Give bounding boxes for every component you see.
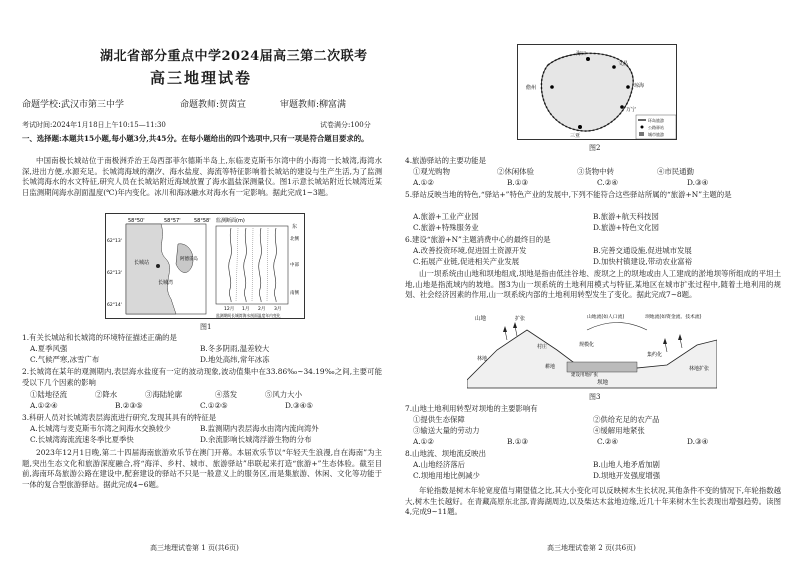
fig1-lat-label: 62°13' <box>107 271 122 276</box>
fig1-place-label: 阿德雷岛 <box>180 257 198 262</box>
fig1-lon-label: 58°58' <box>194 218 211 224</box>
passage-3: 山一坝系统由山地和坝地组成,坝地是指由低洼谷地、废坝之上的坝地或由人工建成的淤地坝等所组成的平坦土地,山地是指流域内的坡地。图3为山一坝系统的土地利用模式与特征,某地区在城市扩张过程中,随着土地利用的规划、社会经济因素的作用,山一坝系统内部的土地利用转型发生了变化。据此完成7~8题。 <box>405 269 781 300</box>
q5-option-a[interactable]: A.旅游+工业产业园 <box>413 212 479 221</box>
fig1-chart-ylabel: 东 <box>292 224 298 230</box>
fig2-place-label: 海口 <box>576 51 587 57</box>
q5-option-c[interactable]: C.旅游+特殊服务业 <box>413 223 479 232</box>
figure-2 <box>517 44 677 140</box>
q2-item: ④蒸发 <box>215 390 238 399</box>
q8-option-a[interactable]: A.山地经济落后 <box>413 460 466 469</box>
fig3-label: 山地 <box>475 316 487 322</box>
section-1-instructions: 一、选择题:本题共15小题,每小题3分,共45分。在每小题给出的四个选项中,只有一项是符合题目要求的。 <box>22 134 369 143</box>
exam-subject-title: 高三地理试卷 <box>150 69 253 87</box>
q2-item: ①陆地径流 <box>30 390 67 399</box>
q1-option-d[interactable]: D.地处高纬,常年冰冻 <box>200 355 270 364</box>
exam-school-title: 湖北省部分重点中学2024届高三第二次联考 <box>100 49 368 64</box>
q3-option-c[interactable]: C.长城湾海流流速冬季比夏季快 <box>30 435 134 444</box>
fig3-label: 山地流(如人口流) <box>587 315 625 320</box>
fig1-month-label: 1月 <box>242 307 250 312</box>
q2-item: ⑤风力大小 <box>265 390 302 399</box>
q2-option-a[interactable]: A.①②④ <box>30 401 58 410</box>
fig3-label: 村庄 <box>537 344 548 350</box>
q2-item: ②降水 <box>95 390 118 399</box>
q7-item: ①提供生态保障 <box>413 415 465 424</box>
q7-option-b[interactable]: B.①③ <box>507 437 529 446</box>
q2-option-b[interactable]: B.②③⑤ <box>115 401 143 410</box>
fig1-legend: 监测期间长城湾海水剖面温度年内变化 <box>216 313 281 318</box>
fig1-chart-title: 监测断面(m) <box>216 218 245 224</box>
question-8: 8.山地流、坝地流反映出 <box>405 449 486 458</box>
q6-option-c[interactable]: C.拓展产业链,促进相关产业发展 <box>413 257 520 266</box>
fig3-label: 耕地 <box>545 364 556 370</box>
fig2-place-label: 万宁 <box>626 107 637 113</box>
q2-item: ③海陆轮廓 <box>145 390 182 399</box>
reviewer-teacher: 审题教师:柳富满 <box>280 100 347 110</box>
q1-option-a[interactable]: A.夏季风强 <box>30 344 68 353</box>
fig1-lon-label: 58°57' <box>164 218 181 224</box>
fig1-lat-label: 62°13' <box>107 239 122 244</box>
figure-2-caption: 图2 <box>589 144 601 152</box>
q7-option-a[interactable]: A.①② <box>413 437 434 446</box>
fig3-label: 集约化 <box>647 352 663 358</box>
fig2-place-label: 文昌 <box>618 61 629 67</box>
page-footer: 高三地理试卷第 1 页(共6页) <box>150 544 239 552</box>
q3-option-b[interactable]: B.监测期内表层海水由湾内流向湾外 <box>200 424 319 433</box>
passage-2: 2023年12月1日晚,第二十四届海南旅游欢乐节在澳门开幕。本届欢乐节以“年轻天生浪漫,自在海南”为主题,突出生态文化和旅游深度融合,将“海洋、乡村、城市、旅游驿站”串联起来打造“旅游+”生态体验。截至目前,海南环岛旅游公路在建设中,配套建设的驿站不只是一般意义上的服务区,而是集旅游、休闲、文化等功能于一体的复合型旅游驿站。据此完成4~6题。 <box>22 448 382 489</box>
fig3-label: 林地扩张 <box>689 366 710 372</box>
page-right <box>397 0 794 576</box>
fig2-place-label: 三亚 <box>570 133 581 139</box>
q1-option-b[interactable]: B.冬多阴雨,温差较大 <box>200 344 270 353</box>
question-7: 7.山地土地利用转型对坝地的主要影响有 <box>405 404 538 413</box>
q4-item: ②休闲体验 <box>497 167 534 176</box>
figure-3 <box>467 310 717 390</box>
figure-3-svg <box>467 310 717 390</box>
q2-option-d[interactable]: D.③④⑤ <box>285 401 313 410</box>
q6-option-d[interactable]: D.加快村镇建设,带动农业富裕 <box>593 257 693 266</box>
fig3-label: 林地 <box>477 356 488 362</box>
question-5: 5.驿站反映当地的特色,“驿站+”特色产业的发展中,下列不能符合这些驿站所属的“旅游+N”主题的是 <box>405 190 732 199</box>
q5-option-d[interactable]: D.旅游+特色文化园 <box>593 223 659 232</box>
q6-option-a[interactable]: A.改善投资环境,促进国土资源开发 <box>413 246 527 255</box>
q7-item: ③输送大量的劳动力 <box>413 426 480 435</box>
q3-option-a[interactable]: A.长城湾与麦克斯韦尔湾之间海水交换较少 <box>30 424 171 433</box>
question-6: 6.建设“旅游+N”主题消费中心的最终目的是 <box>405 235 551 244</box>
fig2-place-label: 琼海 <box>634 83 645 89</box>
figure-3-caption: 图3 <box>589 393 601 401</box>
fig2-place-label: 儋州 <box>526 85 537 91</box>
q5-option-b[interactable]: B.旅游+航天科技园 <box>593 212 659 221</box>
fig3-label: 规模化 <box>579 342 595 348</box>
figure-1-caption: 图1 <box>200 323 212 331</box>
fig3-label: 坝地流(如资金流、技术流) <box>645 315 702 320</box>
fig3-label: 坝地 <box>597 380 609 386</box>
q4-option-b[interactable]: B.①③ <box>507 178 529 187</box>
fig1-place-label: 长城站 <box>134 260 150 266</box>
q7-option-d[interactable]: D.③④ <box>687 437 709 446</box>
question-3: 3.科研人员对长城湾表层海流进行研究,发现其具有的特征是 <box>22 413 217 422</box>
fig1-month-label: 2月 <box>258 307 266 312</box>
q8-option-b[interactable]: B.山地人地矛盾加剧 <box>593 460 660 469</box>
q7-option-c[interactable]: C.②④ <box>597 437 618 446</box>
q3-option-d[interactable]: D.余流影响长城湾浮游生物的分布 <box>200 435 312 444</box>
fig1-month-label: 3月 <box>274 307 282 312</box>
fig1-chart-ytick: 中部 <box>290 263 299 268</box>
figure-1 <box>105 213 305 319</box>
fig1-chart-ytick: 南侧 <box>290 291 299 296</box>
fig1-month-label: 12月 <box>224 307 235 312</box>
q7-item: ②供给充足的农产品 <box>593 415 660 424</box>
q4-option-c[interactable]: C.②④ <box>597 178 618 187</box>
figure-1-svg <box>106 214 306 320</box>
fig3-label: 建设用地扩张 <box>571 373 598 378</box>
exam-score: 试卷满分:100分 <box>320 121 371 129</box>
question-2: 2.长城湾在某年的观测期内,表层海水盐度有一定的波动现象,波动值集中在33.86‰~34.19‰之间,主要可能受以下几个因素的影响 <box>22 367 382 387</box>
fig1-lat-label: 62°14' <box>107 303 122 308</box>
q8-option-d[interactable]: D.坝地开发强度增强 <box>593 471 661 480</box>
q8-option-c[interactable]: C.坝地用地比例减少 <box>413 471 480 480</box>
fig1-lon-label: 58°50' <box>128 218 145 224</box>
q2-option-c[interactable]: C.①②⑤ <box>200 401 228 410</box>
fig2-legend-item: 公路驿站 <box>648 125 664 130</box>
q4-option-a[interactable]: A.①② <box>413 178 434 187</box>
q4-item: ④市民通勤 <box>657 167 694 176</box>
q7-item: ④缓解用地紧张 <box>593 426 645 435</box>
question-4: 4.旅游驿站的主要功能是 <box>405 156 486 165</box>
proposer-teacher: 命题教师:贺茵宣 <box>180 100 247 110</box>
fig1-chart-ytick: 北侧 <box>290 237 299 242</box>
q1-option-c[interactable]: C.气候严寒,冰雪广布 <box>30 355 100 364</box>
figure-2-svg <box>518 45 678 141</box>
q4-option-d[interactable]: D.③④ <box>687 178 709 187</box>
page-footer: 高三地理试卷第 2 页(共6页) <box>547 544 636 552</box>
fig3-label: 扩张 <box>515 316 526 322</box>
exam-time: 考试时间:2024年1月18日上午10:15—11:30 <box>22 121 166 129</box>
fig2-legend-item: 环岛旅游 <box>648 118 664 123</box>
fig1-place-label: 长城湾 <box>158 280 174 286</box>
fig2-legend-item: 城市旅游 <box>648 132 664 137</box>
proposer-school: 命题学校:武汉市第三中学 <box>22 100 125 110</box>
question-1: 1.有关长城站和长城湾的环境特征描述正确的是 <box>22 333 177 342</box>
passage-4: 年轮指数是树木年轮宽度值与期望值之比,其大小变化可以反映树木生长状况,其他条件不变的情况下,年轮指数越大,树木生长越好。在青藏高原东北部,青海湖周边,以及柴达木盆地边缘,近几十年来树木生长表现出增强趋势。读图4,完成9~11题。 <box>405 486 781 517</box>
q4-item: ①观光购物 <box>413 167 450 176</box>
q4-item: ③货物中转 <box>577 167 614 176</box>
passage-1: 中国南极长城站位于南极洲乔治王岛西部菲尔德斯半岛上,东临麦克斯韦尔湾中的小海湾一长城湾,海湾水深,进出方便,水源充足。长城湾海域的潮汐、海水盐度、海流等特征影响着长城站的建设与生产生活,为了监测长城湾海水的水文特征,研究人员在长城站附近海域放置了海水温盐深测量仪。图1示意长城站附近长城湾近某日监测期间海水剖面温度(℃)年内变化。冰川和海冰融水对海水有一定影响。据此完成1~3题。 <box>22 156 382 197</box>
q6-option-b[interactable]: B.完善交通设施,促进城市发展 <box>593 246 692 255</box>
